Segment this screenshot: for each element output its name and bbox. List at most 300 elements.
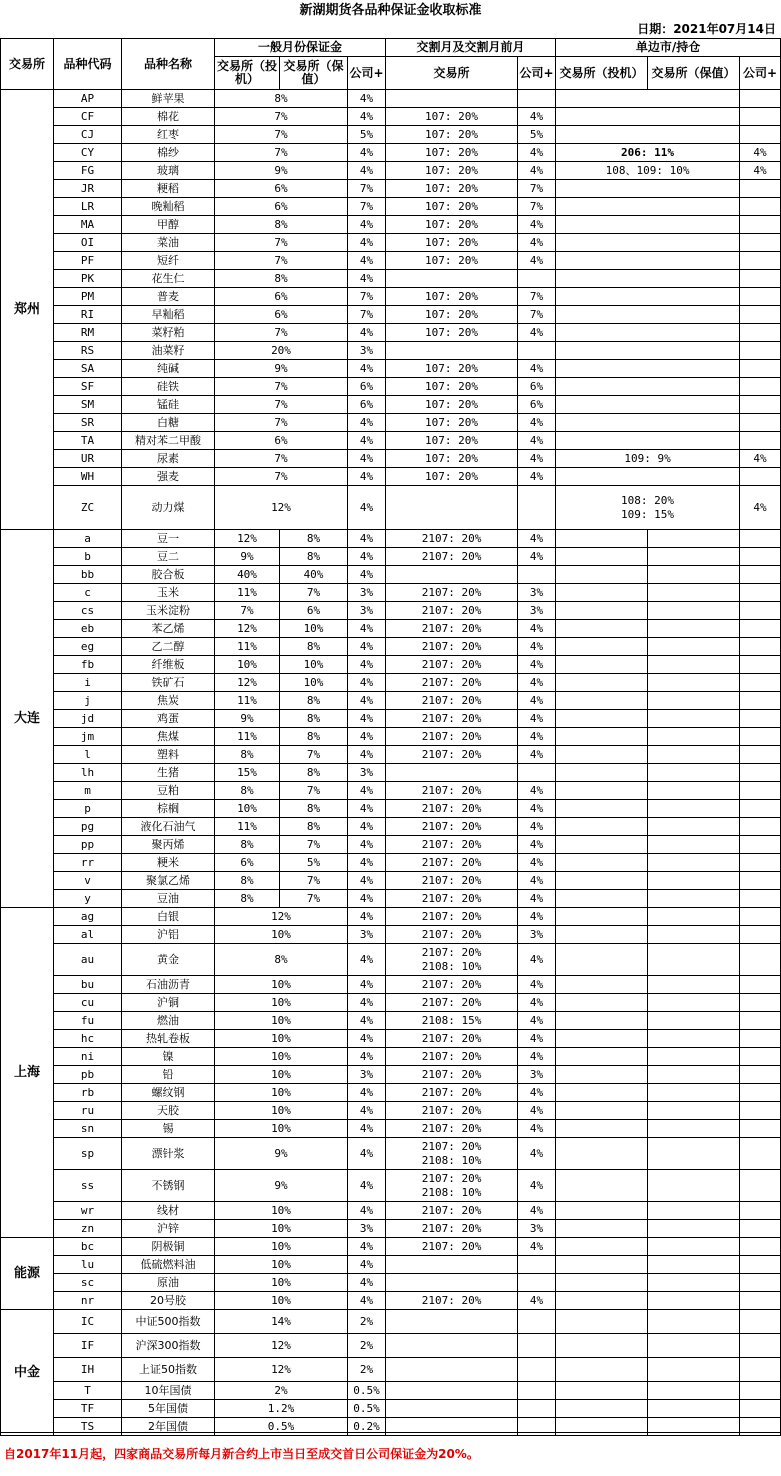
exch-margin-cell: 9% <box>215 1138 348 1170</box>
single-side-cell <box>556 360 740 378</box>
single-side-cell <box>556 486 740 530</box>
code-cell: v <box>54 872 122 890</box>
company-cell: 4% <box>348 1256 386 1274</box>
exch-margin-cell: 10% <box>215 1102 348 1120</box>
exch-hedge-cell: 8% <box>280 800 348 818</box>
delivery-company-cell <box>518 1334 556 1358</box>
table-row <box>1 144 781 162</box>
name-cell: 鲜苹果 <box>122 90 215 108</box>
delivery-line: 2107: 20% <box>421 1139 482 1153</box>
name-cell: 鸡蛋 <box>122 710 215 728</box>
delivery-company-cell: 4% <box>518 450 556 468</box>
name-cell: 豆油 <box>122 890 215 908</box>
name-cell: 20号胶 <box>122 1292 215 1310</box>
single-company-cell <box>740 378 781 396</box>
delivery-line: 2108: 10% <box>421 1153 482 1167</box>
single-company-cell <box>740 1274 781 1292</box>
exch-margin-cell: 10% <box>215 1274 348 1292</box>
exch-spec-cell: 8% <box>215 746 280 764</box>
single-side-cell <box>556 270 740 288</box>
company-cell: 4% <box>348 468 386 486</box>
single-side-cell <box>556 306 740 324</box>
delivery-company-cell <box>518 1256 556 1274</box>
delivery-company-cell <box>518 1358 556 1382</box>
single-spec-cell <box>556 1012 648 1030</box>
delivery-company-cell: 4% <box>518 836 556 854</box>
table-row <box>1 1012 781 1030</box>
delivery-company-cell: 4% <box>518 1202 556 1220</box>
company-cell: 3% <box>348 1220 386 1238</box>
delivery-company-cell: 4% <box>518 656 556 674</box>
company-cell: 4% <box>348 692 386 710</box>
table-row <box>1 1120 781 1138</box>
company-cell: 4% <box>348 216 386 234</box>
company-cell: 4% <box>348 836 386 854</box>
exch-spec-cell: 12% <box>215 620 280 638</box>
code-cell: UR <box>54 450 122 468</box>
header-single-side: 单边市/持仓 <box>556 39 781 57</box>
table-row <box>1 306 781 324</box>
exch-spec-cell: 8% <box>215 890 280 908</box>
single-company-cell <box>740 656 781 674</box>
page-title: 新湖期货各品种保证金收取标准 <box>299 3 482 18</box>
exch-margin-cell: 8% <box>215 216 348 234</box>
single-hedge-cell <box>648 674 740 692</box>
single-spec-cell <box>556 1048 648 1066</box>
code-cell: sp <box>54 1138 122 1170</box>
code-cell: TA <box>54 432 122 450</box>
exch-margin-cell: 12% <box>215 1334 348 1358</box>
single-spec-cell <box>556 836 648 854</box>
exch-margin-cell: 7% <box>215 468 348 486</box>
exch-spec-cell: 11% <box>215 728 280 746</box>
single-company-cell <box>740 306 781 324</box>
single-side-cell <box>556 396 740 414</box>
exch-margin-cell: 7% <box>215 324 348 342</box>
name-cell: 生猪 <box>122 764 215 782</box>
code-cell: CF <box>54 108 122 126</box>
code-cell: OI <box>54 234 122 252</box>
single-hedge-cell <box>648 994 740 1012</box>
table-row <box>1 584 781 602</box>
delivery-cell: 2107: 20% <box>386 1292 518 1310</box>
delivery-cell: 2107: 20% <box>386 836 518 854</box>
name-cell: 动力煤 <box>122 486 215 530</box>
company-cell: 2% <box>348 1334 386 1358</box>
company-cell: 5% <box>348 126 386 144</box>
delivery-company-cell: 4% <box>518 1084 556 1102</box>
code-cell: al <box>54 926 122 944</box>
table-row <box>1 1292 781 1310</box>
delivery-company-cell: 4% <box>518 144 556 162</box>
name-cell: 沪深300指数 <box>122 1334 215 1358</box>
name-cell: 聚氯乙烯 <box>122 872 215 890</box>
name-cell: 螺纹钢 <box>122 1084 215 1102</box>
name-cell: 棕榈 <box>122 800 215 818</box>
single-spec-cell <box>556 584 648 602</box>
single-company-cell <box>740 1030 781 1048</box>
single-company-cell <box>740 782 781 800</box>
company-cell: 3% <box>348 1066 386 1084</box>
single-spec-cell <box>556 782 648 800</box>
code-cell: eg <box>54 638 122 656</box>
header-code: 品种代码 <box>54 39 122 90</box>
single-spec-cell <box>556 1256 648 1274</box>
delivery-company-cell: 5% <box>518 126 556 144</box>
table-row <box>1 1066 781 1084</box>
delivery-cell <box>386 1358 518 1382</box>
company-cell: 4% <box>348 360 386 378</box>
delivery-cell <box>386 342 518 360</box>
exch-margin-cell: 10% <box>215 1256 348 1274</box>
exch-margin-cell: 8% <box>215 270 348 288</box>
delivery-company-cell: 4% <box>518 548 556 566</box>
exch-hedge-cell: 8% <box>280 638 348 656</box>
single-spec-cell <box>556 1334 648 1358</box>
delivery-company-cell <box>518 1400 556 1418</box>
name-cell: 普麦 <box>122 288 215 306</box>
table-row <box>1 396 781 414</box>
delivery-cell: 2107: 20% <box>386 782 518 800</box>
exch-margin-cell: 10% <box>215 994 348 1012</box>
exch-spec-cell: 8% <box>215 836 280 854</box>
delivery-company-cell: 4% <box>518 890 556 908</box>
code-cell: pg <box>54 818 122 836</box>
single-spec-cell <box>556 926 648 944</box>
single-company-cell <box>740 764 781 782</box>
delivery-cell: 107: 20% <box>386 162 518 180</box>
single-company-cell <box>740 108 781 126</box>
exch-margin-cell: 10% <box>215 1030 348 1048</box>
company-cell: 4% <box>348 1030 386 1048</box>
single-company-cell <box>740 872 781 890</box>
table-row <box>1 486 781 530</box>
name-cell: 黄金 <box>122 944 215 976</box>
delivery-cell: 2108: 15% <box>386 1012 518 1030</box>
single-hedge-cell <box>648 836 740 854</box>
code-cell: jd <box>54 710 122 728</box>
table-row <box>1 1084 781 1102</box>
name-cell: 5年国债 <box>122 1400 215 1418</box>
company-cell: 7% <box>348 288 386 306</box>
single-side-cell <box>556 198 740 216</box>
code-cell: y <box>54 890 122 908</box>
single-hedge-cell <box>648 566 740 584</box>
delivery-company-cell: 4% <box>518 854 556 872</box>
exch-margin-cell: 1.2% <box>215 1400 348 1418</box>
exch-margin-cell: 9% <box>215 1170 348 1202</box>
delivery-cell: 107: 20% <box>386 432 518 450</box>
exch-spec-cell: 8% <box>215 872 280 890</box>
name-cell: 阴极铜 <box>122 1238 215 1256</box>
delivery-company-cell: 4% <box>518 782 556 800</box>
single-spec-cell <box>556 746 648 764</box>
delivery-cell: 2107: 20% <box>386 800 518 818</box>
single-company-cell <box>740 620 781 638</box>
exch-margin-cell: 7% <box>215 414 348 432</box>
name-cell: 焦炭 <box>122 692 215 710</box>
name-cell: 粳米 <box>122 854 215 872</box>
table-row <box>1 90 781 108</box>
company-cell: 4% <box>348 1102 386 1120</box>
table-row <box>1 1334 781 1358</box>
delivery-company-cell: 7% <box>518 180 556 198</box>
header-company: 公司+ <box>348 57 386 90</box>
table-row <box>1 180 781 198</box>
code-cell: IC <box>54 1310 122 1334</box>
exchange-cell: 大连 <box>1 530 54 908</box>
single-company-cell: 4% <box>740 450 781 468</box>
single-company-cell <box>740 396 781 414</box>
single-hedge-cell <box>648 1238 740 1256</box>
delivery-cell: 2107: 20% <box>386 638 518 656</box>
table-row <box>1 1238 781 1256</box>
name-cell: 花生仁 <box>122 270 215 288</box>
single-hedge-cell <box>648 800 740 818</box>
single-company-cell <box>740 674 781 692</box>
header-general-margin: 一般月份保证金 <box>215 39 386 57</box>
delivery-cell <box>386 1256 518 1274</box>
table-row <box>1 1048 781 1066</box>
table-row <box>1 288 781 306</box>
delivery-company-cell: 4% <box>518 216 556 234</box>
name-cell: 早籼稻 <box>122 306 215 324</box>
table-row <box>1 872 781 890</box>
code-cell: ZC <box>54 486 122 530</box>
name-cell: 胶合板 <box>122 566 215 584</box>
single-spec-cell <box>556 1202 648 1220</box>
name-cell: 线材 <box>122 1202 215 1220</box>
code-cell: pb <box>54 1066 122 1084</box>
delivery-cell <box>386 764 518 782</box>
exch-spec-cell: 9% <box>215 710 280 728</box>
name-cell: 铅 <box>122 1066 215 1084</box>
exch-margin-cell: 6% <box>215 288 348 306</box>
name-cell: 焦煤 <box>122 728 215 746</box>
delivery-company-cell: 4% <box>518 800 556 818</box>
single-spec-cell <box>556 710 648 728</box>
exch-spec-cell: 11% <box>215 818 280 836</box>
table-row <box>1 1138 781 1170</box>
delivery-company-cell: 7% <box>518 198 556 216</box>
company-cell: 4% <box>348 1292 386 1310</box>
single-hedge-cell <box>648 1102 740 1120</box>
single-company-cell: 4% <box>740 162 781 180</box>
table-row <box>1 620 781 638</box>
code-cell: pp <box>54 836 122 854</box>
delivery-company-cell: 4% <box>518 1170 556 1202</box>
company-cell: 4% <box>348 1202 386 1220</box>
single-company-cell <box>740 432 781 450</box>
table-row <box>1 638 781 656</box>
single-side-cell <box>556 288 740 306</box>
delivery-cell: 2107: 20% <box>386 1238 518 1256</box>
exch-margin-cell: 10% <box>215 1292 348 1310</box>
single-spec-cell <box>556 1292 648 1310</box>
single-hedge-cell <box>648 1400 740 1418</box>
name-cell: 沪锌 <box>122 1220 215 1238</box>
single-company-cell <box>740 252 781 270</box>
delivery-cell: 2107: 20% <box>386 1066 518 1084</box>
company-cell: 6% <box>348 396 386 414</box>
single-hedge-cell <box>648 1292 740 1310</box>
table-row <box>1 360 781 378</box>
single-company-cell <box>740 530 781 548</box>
delivery-cell: 2107: 20% <box>386 872 518 890</box>
code-cell: b <box>54 548 122 566</box>
single-company-cell <box>740 1310 781 1334</box>
delivery-company-cell <box>518 90 556 108</box>
single-company-cell <box>740 324 781 342</box>
header-delivery-month: 交割月及交割月前月 <box>386 39 556 57</box>
margin-table <box>0 38 781 1436</box>
delivery-company-cell: 3% <box>518 602 556 620</box>
name-cell: 锡 <box>122 1120 215 1138</box>
exch-margin-cell: 10% <box>215 1120 348 1138</box>
exch-hedge-cell: 8% <box>280 692 348 710</box>
table-row <box>1 1256 781 1274</box>
delivery-company-cell: 3% <box>518 584 556 602</box>
delivery-cell: 2107: 20% <box>386 1048 518 1066</box>
single-spec-cell <box>556 638 648 656</box>
delivery-cell: 2107: 20% <box>386 1102 518 1120</box>
single-hedge-cell <box>648 602 740 620</box>
single-company-cell <box>740 976 781 994</box>
single-spec-cell <box>556 1138 648 1170</box>
delivery-cell: 2107: 20% <box>386 1220 518 1238</box>
single-hedge-cell <box>648 1274 740 1292</box>
delivery-company-cell: 4% <box>518 872 556 890</box>
delivery-company-cell: 4% <box>518 1048 556 1066</box>
exch-spec-cell: 10% <box>215 656 280 674</box>
code-cell: LR <box>54 198 122 216</box>
table-row <box>1 782 781 800</box>
delivery-line: 2107: 20% <box>421 945 482 959</box>
delivery-company-cell: 4% <box>518 530 556 548</box>
code-cell: l <box>54 746 122 764</box>
name-cell: 尿素 <box>122 450 215 468</box>
company-cell: 4% <box>348 530 386 548</box>
table-row <box>1 890 781 908</box>
single-side-cell <box>556 432 740 450</box>
company-cell: 3% <box>348 342 386 360</box>
single-company-cell <box>740 548 781 566</box>
single-company-cell <box>740 126 781 144</box>
code-cell: SF <box>54 378 122 396</box>
exch-margin-cell: 9% <box>215 162 348 180</box>
single-spec-cell <box>556 602 648 620</box>
company-cell: 4% <box>348 90 386 108</box>
company-cell: 3% <box>348 764 386 782</box>
exch-hedge-cell: 6% <box>280 602 348 620</box>
table-row <box>1 656 781 674</box>
name-cell: 燃油 <box>122 1012 215 1030</box>
company-cell: 4% <box>348 1274 386 1292</box>
delivery-cell: 2107: 20% <box>386 926 518 944</box>
code-cell: IH <box>54 1358 122 1382</box>
single-hedge-cell <box>648 1030 740 1048</box>
single-company-cell <box>740 710 781 728</box>
single-spec-cell <box>556 728 648 746</box>
single-company-cell <box>740 728 781 746</box>
table-row <box>1 944 781 976</box>
delivery-company-cell: 7% <box>518 288 556 306</box>
table-row <box>1 854 781 872</box>
delivery-cell: 107: 20% <box>386 396 518 414</box>
single-company-cell <box>740 890 781 908</box>
table-row <box>1 216 781 234</box>
company-cell: 4% <box>348 450 386 468</box>
single-company-cell <box>740 198 781 216</box>
company-cell: 3% <box>348 926 386 944</box>
delivery-company-cell: 4% <box>518 1120 556 1138</box>
exch-margin-cell: 7% <box>215 378 348 396</box>
code-cell: zn <box>54 1220 122 1238</box>
delivery-cell: 2107: 20% <box>386 692 518 710</box>
delivery-company-cell: 4% <box>518 108 556 126</box>
name-cell: 菜籽粕 <box>122 324 215 342</box>
single-hedge-cell <box>648 818 740 836</box>
delivery-line: 2107: 20% <box>421 1171 482 1185</box>
code-cell: p <box>54 800 122 818</box>
code-cell: TS <box>54 1418 122 1436</box>
exch-margin-cell: 10% <box>215 1066 348 1084</box>
name-cell: 豆二 <box>122 548 215 566</box>
code-cell: SM <box>54 396 122 414</box>
single-company-cell <box>740 1256 781 1274</box>
company-cell: 4% <box>348 976 386 994</box>
exchange-cell: 上海 <box>1 908 54 1238</box>
code-cell: jm <box>54 728 122 746</box>
table-row <box>1 378 781 396</box>
delivery-cell: 107: 20% <box>386 288 518 306</box>
single-company-cell <box>740 1358 781 1382</box>
name-cell: 天胶 <box>122 1102 215 1120</box>
code-cell: CJ <box>54 126 122 144</box>
delivery-cell: 2107: 20% <box>386 674 518 692</box>
single-hedge-cell <box>648 854 740 872</box>
delivery-cell: 107: 20% <box>386 414 518 432</box>
delivery-company-cell <box>518 1382 556 1400</box>
delivery-cell: 107: 20% <box>386 306 518 324</box>
name-cell: 油菜籽 <box>122 342 215 360</box>
table-row <box>1 548 781 566</box>
delivery-company-cell: 4% <box>518 746 556 764</box>
single-side-cell <box>556 216 740 234</box>
exch-hedge-cell: 8% <box>280 818 348 836</box>
delivery-cell <box>386 486 518 530</box>
single-spec-cell <box>556 1066 648 1084</box>
exch-margin-cell: 12% <box>215 1358 348 1382</box>
footnote: 自2017年11月起，四家商品交易所每月新合约上市当日至成交首日公司保证金为20%。 <box>0 1432 781 1475</box>
company-cell: 4% <box>348 620 386 638</box>
exch-spec-cell: 12% <box>215 674 280 692</box>
name-cell: 液化石油气 <box>122 818 215 836</box>
table-row <box>1 1400 781 1418</box>
delivery-company-cell: 4% <box>518 1102 556 1120</box>
company-cell: 4% <box>348 908 386 926</box>
header-name: 品种名称 <box>122 39 215 90</box>
exch-hedge-cell: 10% <box>280 620 348 638</box>
name-cell: 精对苯二甲酸 <box>122 432 215 450</box>
single-hedge-cell <box>648 728 740 746</box>
single-spec-cell <box>556 818 648 836</box>
single-spec-cell <box>556 1170 648 1202</box>
exch-margin-cell: 7% <box>215 234 348 252</box>
name-cell: 锰硅 <box>122 396 215 414</box>
exch-margin-cell: 8% <box>215 90 348 108</box>
code-cell: m <box>54 782 122 800</box>
